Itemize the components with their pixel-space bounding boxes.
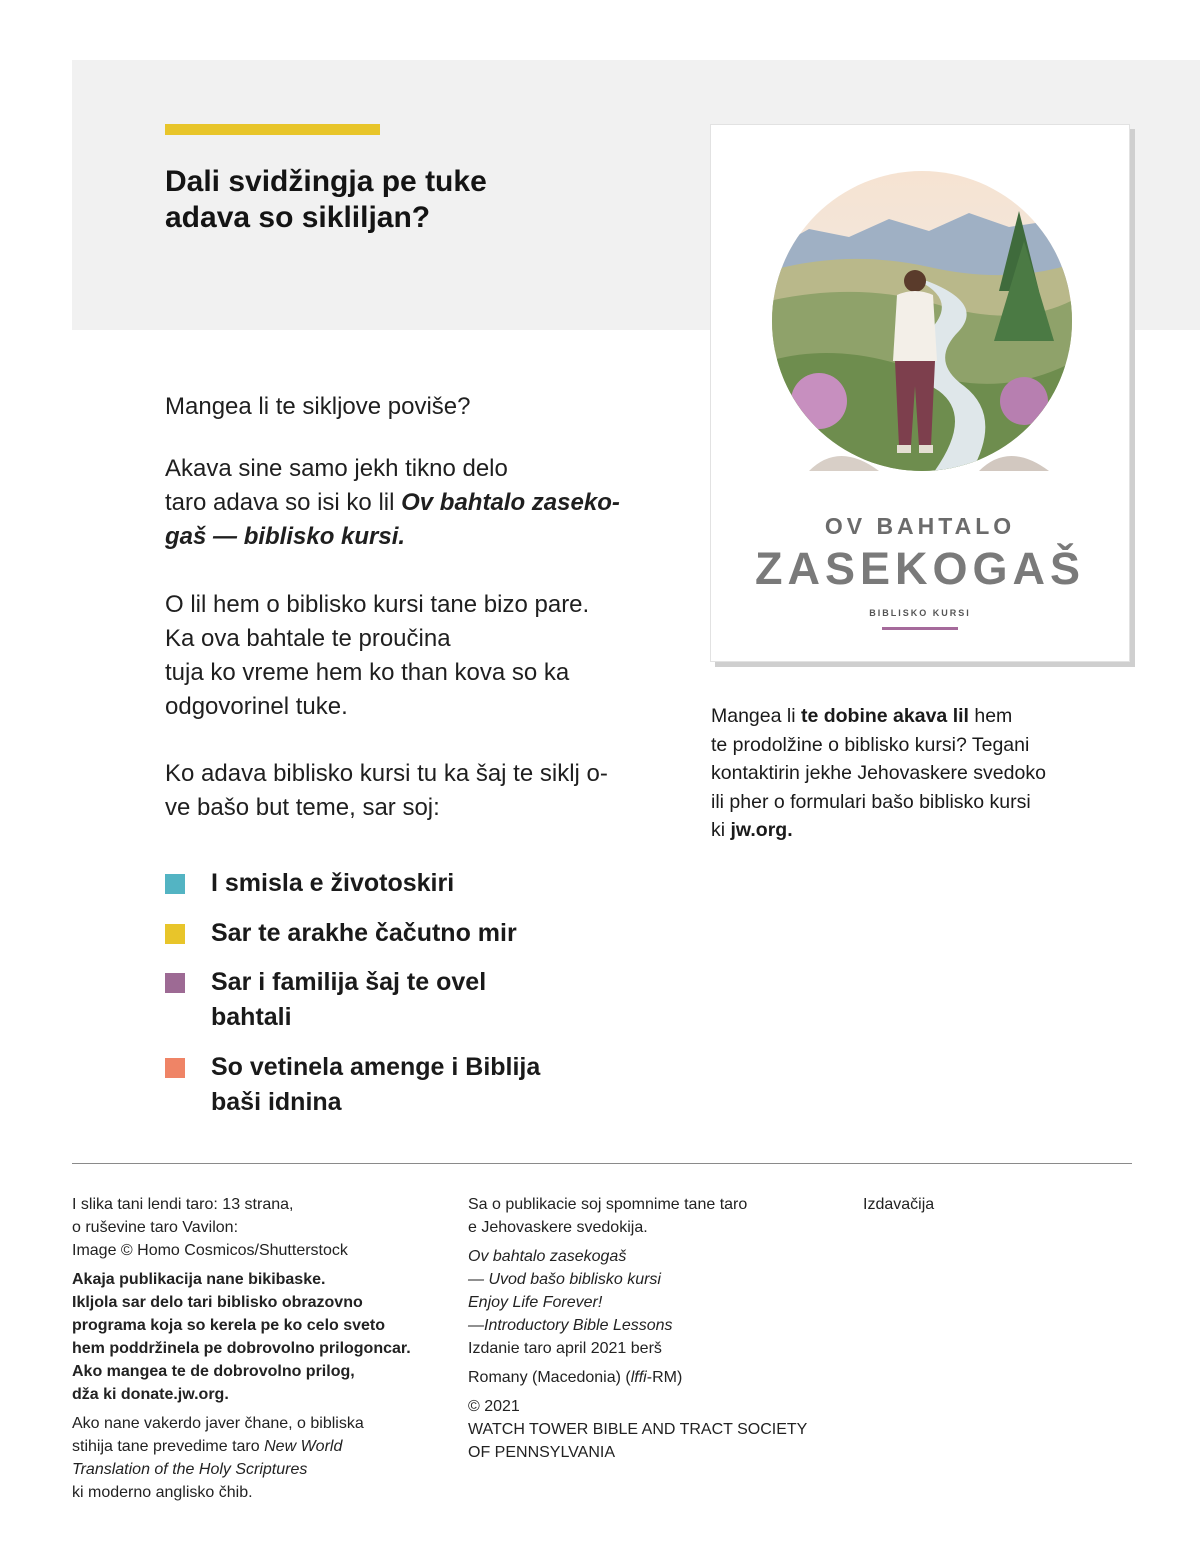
image-credit: I slika tani lendi taro: 13 strana, o ruševine taro Vavilon: Image © Homo Cosmicos/Shutterstock — [72, 1196, 348, 1259]
intro-paragraph-2: Akava sine samo jekh tikno delo taro adava so isi ko lil Ov bahtalo zaseko- gaš — biblisko kursi. — [165, 455, 620, 550]
accent-bar — [165, 124, 380, 135]
cover-title-line2: ZASEKOGAŠ — [754, 543, 1086, 594]
jw-org-link[interactable]: jw.org. — [730, 819, 793, 841]
landscape-illustration — [769, 171, 1075, 491]
book-title-inline: Ov bahtalo zaseko- — [401, 489, 620, 516]
intro-paragraph-1: Mangea li te sikljove poviše? — [165, 393, 471, 420]
page-title: Dali svidžingja pe tuke adava so sikliljan? — [165, 165, 487, 234]
footer-column-3 — [863, 1193, 1063, 1216]
footer-divider — [72, 1163, 1132, 1164]
footer-column-1 — [72, 1193, 442, 1504]
cover-subtitle: BIBLISKO KURSI — [869, 608, 971, 618]
donation-note: Akaja publikacija nane bikibaske. Ikljola sar delo tari biblisko obrazovno programa koja so kerela pe ko celo sveto hem poddržinela pe dobrovolno prilogoncar. Ako mangea te de dobrovolno prilog, dža ki donate.jw.org. — [72, 1271, 411, 1403]
intro-paragraph-3: O lil hem o biblisko kursi tane bizo pare. Ka ova bahtale te proučina tuja ko vreme hem ko than kova so ka odgovorinel tuke. — [165, 591, 590, 720]
footer-column-2 — [468, 1193, 828, 1464]
translation-note: Ako nane vakerdo javer čhane, o bibliska stihija tane prevedime taro New World Translation of the Holy Scriptures ki moderno anglisko čhib. — [72, 1415, 364, 1501]
purple-square-icon — [165, 973, 185, 993]
publication-titles: Ov bahtalo zasekogaš — Uvod bašo biblisko kursi Enjoy Life Forever! —Introductory Bible Lessons Izdanie taro april 2021 berš — [468, 1248, 673, 1357]
cover-underline — [882, 627, 958, 630]
publisher-label: Izdavačija — [863, 1196, 935, 1213]
intro-paragraph-4: Ko adava biblisko kursi tu ka šaj te siklj o- ve bašo but teme, sar soj: — [165, 760, 608, 821]
yellow-square-icon — [165, 924, 185, 944]
book-cover[interactable] — [710, 124, 1130, 662]
publisher-note: Sa o publikacie soj spomnime tane taro e Jehovaskere svedokija. — [468, 1196, 748, 1236]
teal-square-icon — [165, 874, 185, 894]
coral-square-icon — [165, 1058, 185, 1078]
language-code: Romany (Macedonia) (lffi-RM) — [468, 1369, 683, 1386]
request-text: Mangea li te dobine akava lil hem te prodolžine o biblisko kursi? Tegani kontaktirin jekhe Jehovaskere svedoko ili pher o formulari bašo biblisko kursi ki jw.org. — [711, 705, 1046, 841]
cover-title-line1: OV BAHTALO — [824, 513, 1016, 539]
copyright: © 2021 WATCH TOWER BIBLE AND TRACT SOCIETY OF PENNSYLVANIA — [468, 1398, 808, 1461]
